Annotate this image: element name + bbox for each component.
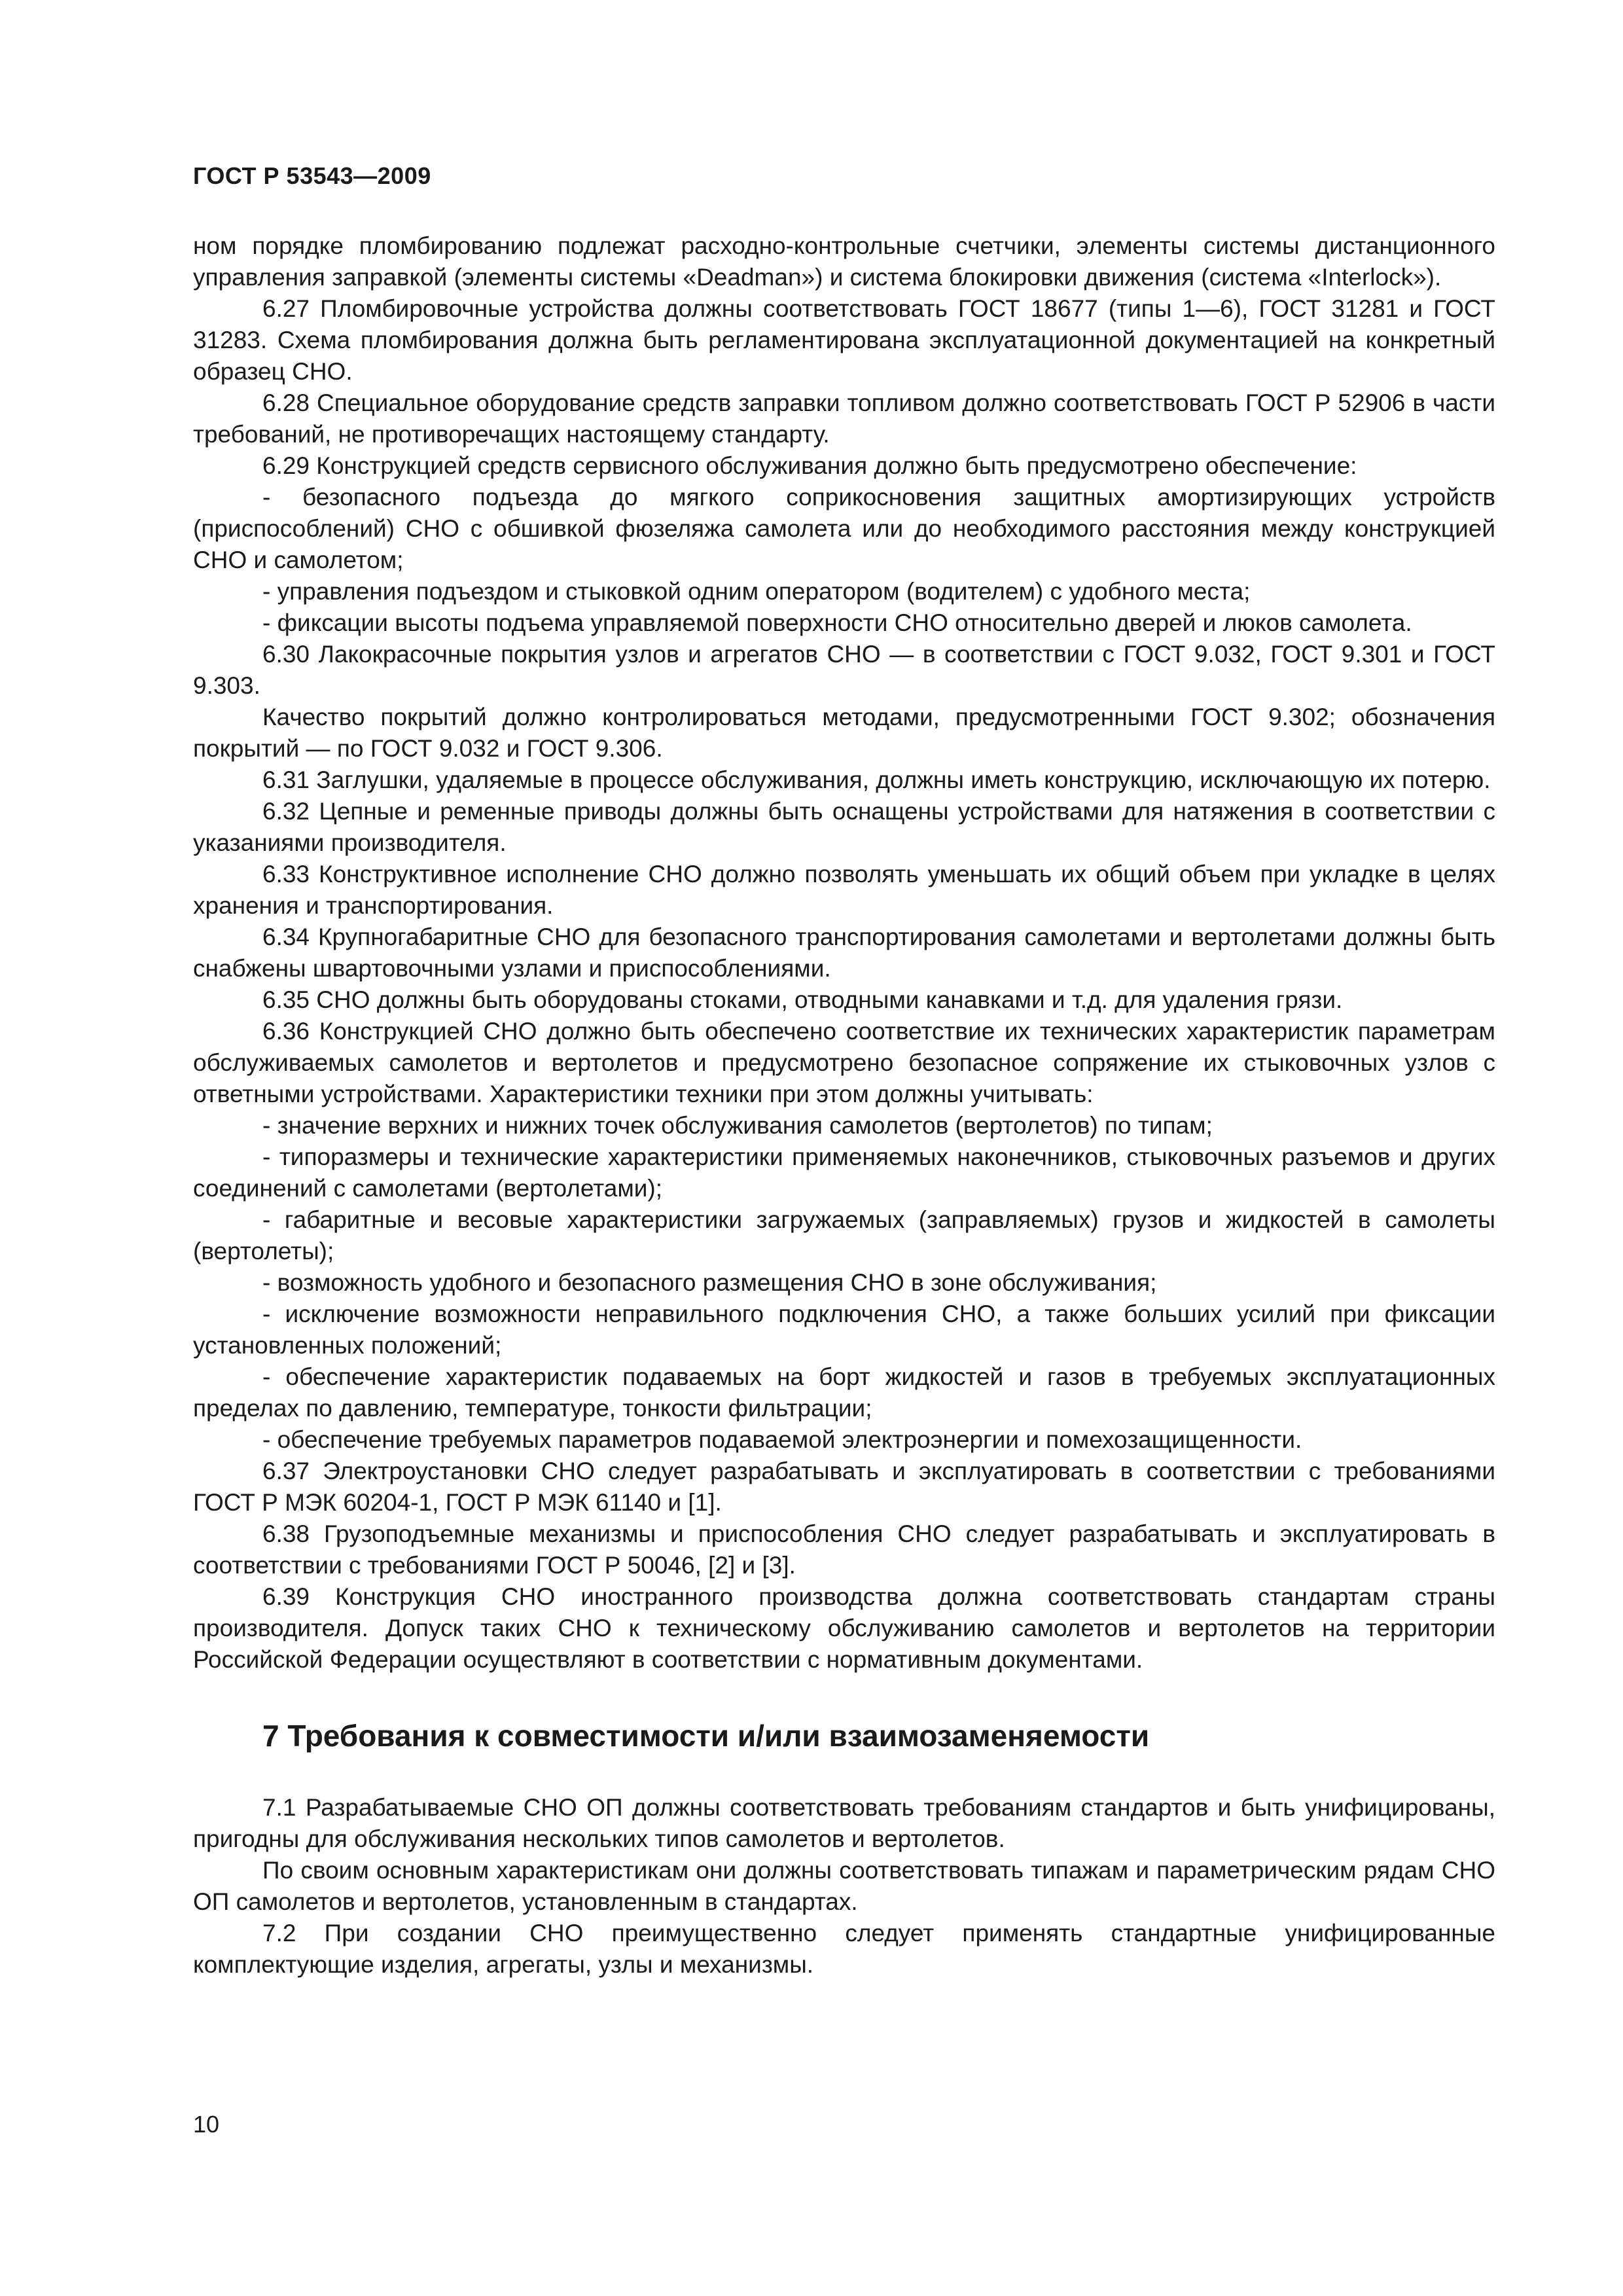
- paragraph: Качество покрытий должно контролироваться методами, предусмотренными ГОСТ 9.302; обозначения покрытий — по ГОСТ 9.032 и ГОСТ 9.306.: [193, 704, 1495, 762]
- list-item: - габаритные и весовые характеристики загружаемых (заправляемых) грузов и жидкостей в самолеты (вертолеты);: [193, 1206, 1495, 1265]
- document-code-header: ГОСТ Р 53543—2009: [193, 162, 431, 189]
- page-number: 10: [193, 2111, 220, 2138]
- paragraph: 6.38 Грузоподъемные механизмы и приспособления СНО следует разрабатывать и эксплуатировать в соответствии с требованиями ГОСТ Р 50046, [2] и [3].: [193, 1520, 1495, 1579]
- paragraph: 6.34 Крупногабаритные СНО для безопасного транспортирования самолетами и вертолетами должны быть снабжены швартовочными узлами и приспособлениями.: [193, 924, 1495, 982]
- list-item: - обеспечение требуемых параметров подаваемой электроэнергии и помехозащищенности.: [262, 1426, 1302, 1453]
- paragraph: 6.33 Конструктивное исполнение СНО должно позволять уменьшать их общий объем при укладке в целях хранения и транспортирования.: [193, 861, 1495, 919]
- section-7-heading: 7 Требования к совместимости и/или взаимозаменяемости: [262, 1719, 1150, 1753]
- paragraph: 6.36 Конструкцией СНО должно быть обеспечено соответствие их технических характеристик параметрам обслуживаемых самолетов и вертолетов и предусмотрено безопасное сопряжение их стыковочных узлов с ответными устройствами. Характеристики техники при этом должны учитывать:: [193, 1018, 1495, 1107]
- paragraph: 7.2 При создании СНО преимущественно следует применять стандартные унифицированные комплектующие изделия, агрегаты, узлы и механизмы.: [193, 1920, 1495, 1978]
- list-item: - фиксации высоты подъема управляемой поверхности СНО относительно дверей и люков самолета.: [262, 609, 1412, 636]
- document-body: [193, 230, 1495, 1981]
- paragraph: 6.39 Конструкция СНО иностранного производства должна соответствовать стандартам страны производителя. Допуск таких СНО к техническому обслуживанию самолетов и вертолетов на территории Российской Федерации осуществляют в соответствии с нормативным документами.: [193, 1583, 1495, 1673]
- paragraph: 6.30 Лакокрасочные покрытия узлов и агрегатов СНО — в соответствии с ГОСТ 9.032, ГОСТ 9.301 и ГОСТ 9.303.: [193, 641, 1495, 699]
- list-item: - значение верхних и нижних точек обслуживания самолетов (вертолетов) по типам;: [262, 1112, 1213, 1139]
- list-item: - возможность удобного и безопасного размещения СНО в зоне обслуживания;: [262, 1269, 1157, 1296]
- paragraph: 6.31 Заглушки, удаляемые в процессе обслуживания, должны иметь конструкцию, исключающую их потерю.: [262, 766, 1491, 793]
- list-item: - управления подъездом и стыковкой одним оператором (водителем) с удобного места;: [262, 578, 1251, 605]
- paragraph: 6.35 СНО должны быть оборудованы стоками, отводными канавками и т.д. для удаления грязи.: [262, 986, 1343, 1013]
- list-item: - обеспечение характеристик подаваемых на борт жидкостей и газов в требуемых эксплуатационных пределах по давлению, температуре, тонкости фильтрации;: [193, 1363, 1495, 1422]
- paragraph: ном порядке пломбированию подлежат расходно-контрольные счетчики, элементы системы дистанционного управления заправкой (элементы системы «Deadman») и система блокировки движения (система «Interlock»).: [193, 232, 1495, 291]
- section-6-paragraphs: [193, 230, 1495, 1676]
- list-item: - безопасного подъезда до мягкого соприкосновения защитных амортизирующих устройств (приспособлений) СНО с обшивкой фюзеляжа самолета или до необходимого расстояния между конструкцией СНО и самолетом;: [193, 484, 1495, 573]
- paragraph: 6.27 Пломбировочные устройства должны соответствовать ГОСТ 18677 (типы 1—6), ГОСТ 31281 и ГОСТ 31283. Схема пломбирования должна быть регламентирована эксплуатационной документацией на конкретный образец СНО.: [193, 295, 1495, 385]
- paragraph: 6.37 Электроустановки СНО следует разрабатывать и эксплуатировать в соответствии с требованиями ГОСТ Р МЭК 60204-1, ГОСТ Р МЭК 61140 и [1].: [193, 1458, 1495, 1516]
- paragraph: По своим основным характеристикам они должны соответствовать типажам и параметрическим рядам СНО ОП самолетов и вертолетов, установленным в стандартах.: [193, 1857, 1495, 1915]
- section-7-paragraphs: [193, 1792, 1495, 1981]
- list-item: - типоразмеры и технические характеристики применяемых наконечников, стыковочных разъемов и других соединений с самолетами (вертолетами);: [193, 1143, 1495, 1202]
- paragraph: 6.28 Специальное оборудование средств заправки топливом должно соответствовать ГОСТ Р 52906 в части требований, не противоречащих настоящему стандарту.: [193, 389, 1495, 448]
- list-item: - исключение возможности неправильного подключения СНО, а также больших усилий при фиксации установленных положений;: [193, 1300, 1495, 1359]
- paragraph: 6.32 Цепные и ременные приводы должны быть оснащены устройствами для натяжения в соответствии с указаниями производителя.: [193, 798, 1495, 856]
- paragraph: 7.1 Разрабатываемые СНО ОП должны соответствовать требованиям стандартов и быть унифицированы, пригодны для обслуживания нескольких типов самолетов и вертолетов.: [193, 1794, 1495, 1852]
- paragraph: 6.29 Конструкцией средств сервисного обслуживания должно быть предусмотрено обеспечение:: [262, 452, 1357, 479]
